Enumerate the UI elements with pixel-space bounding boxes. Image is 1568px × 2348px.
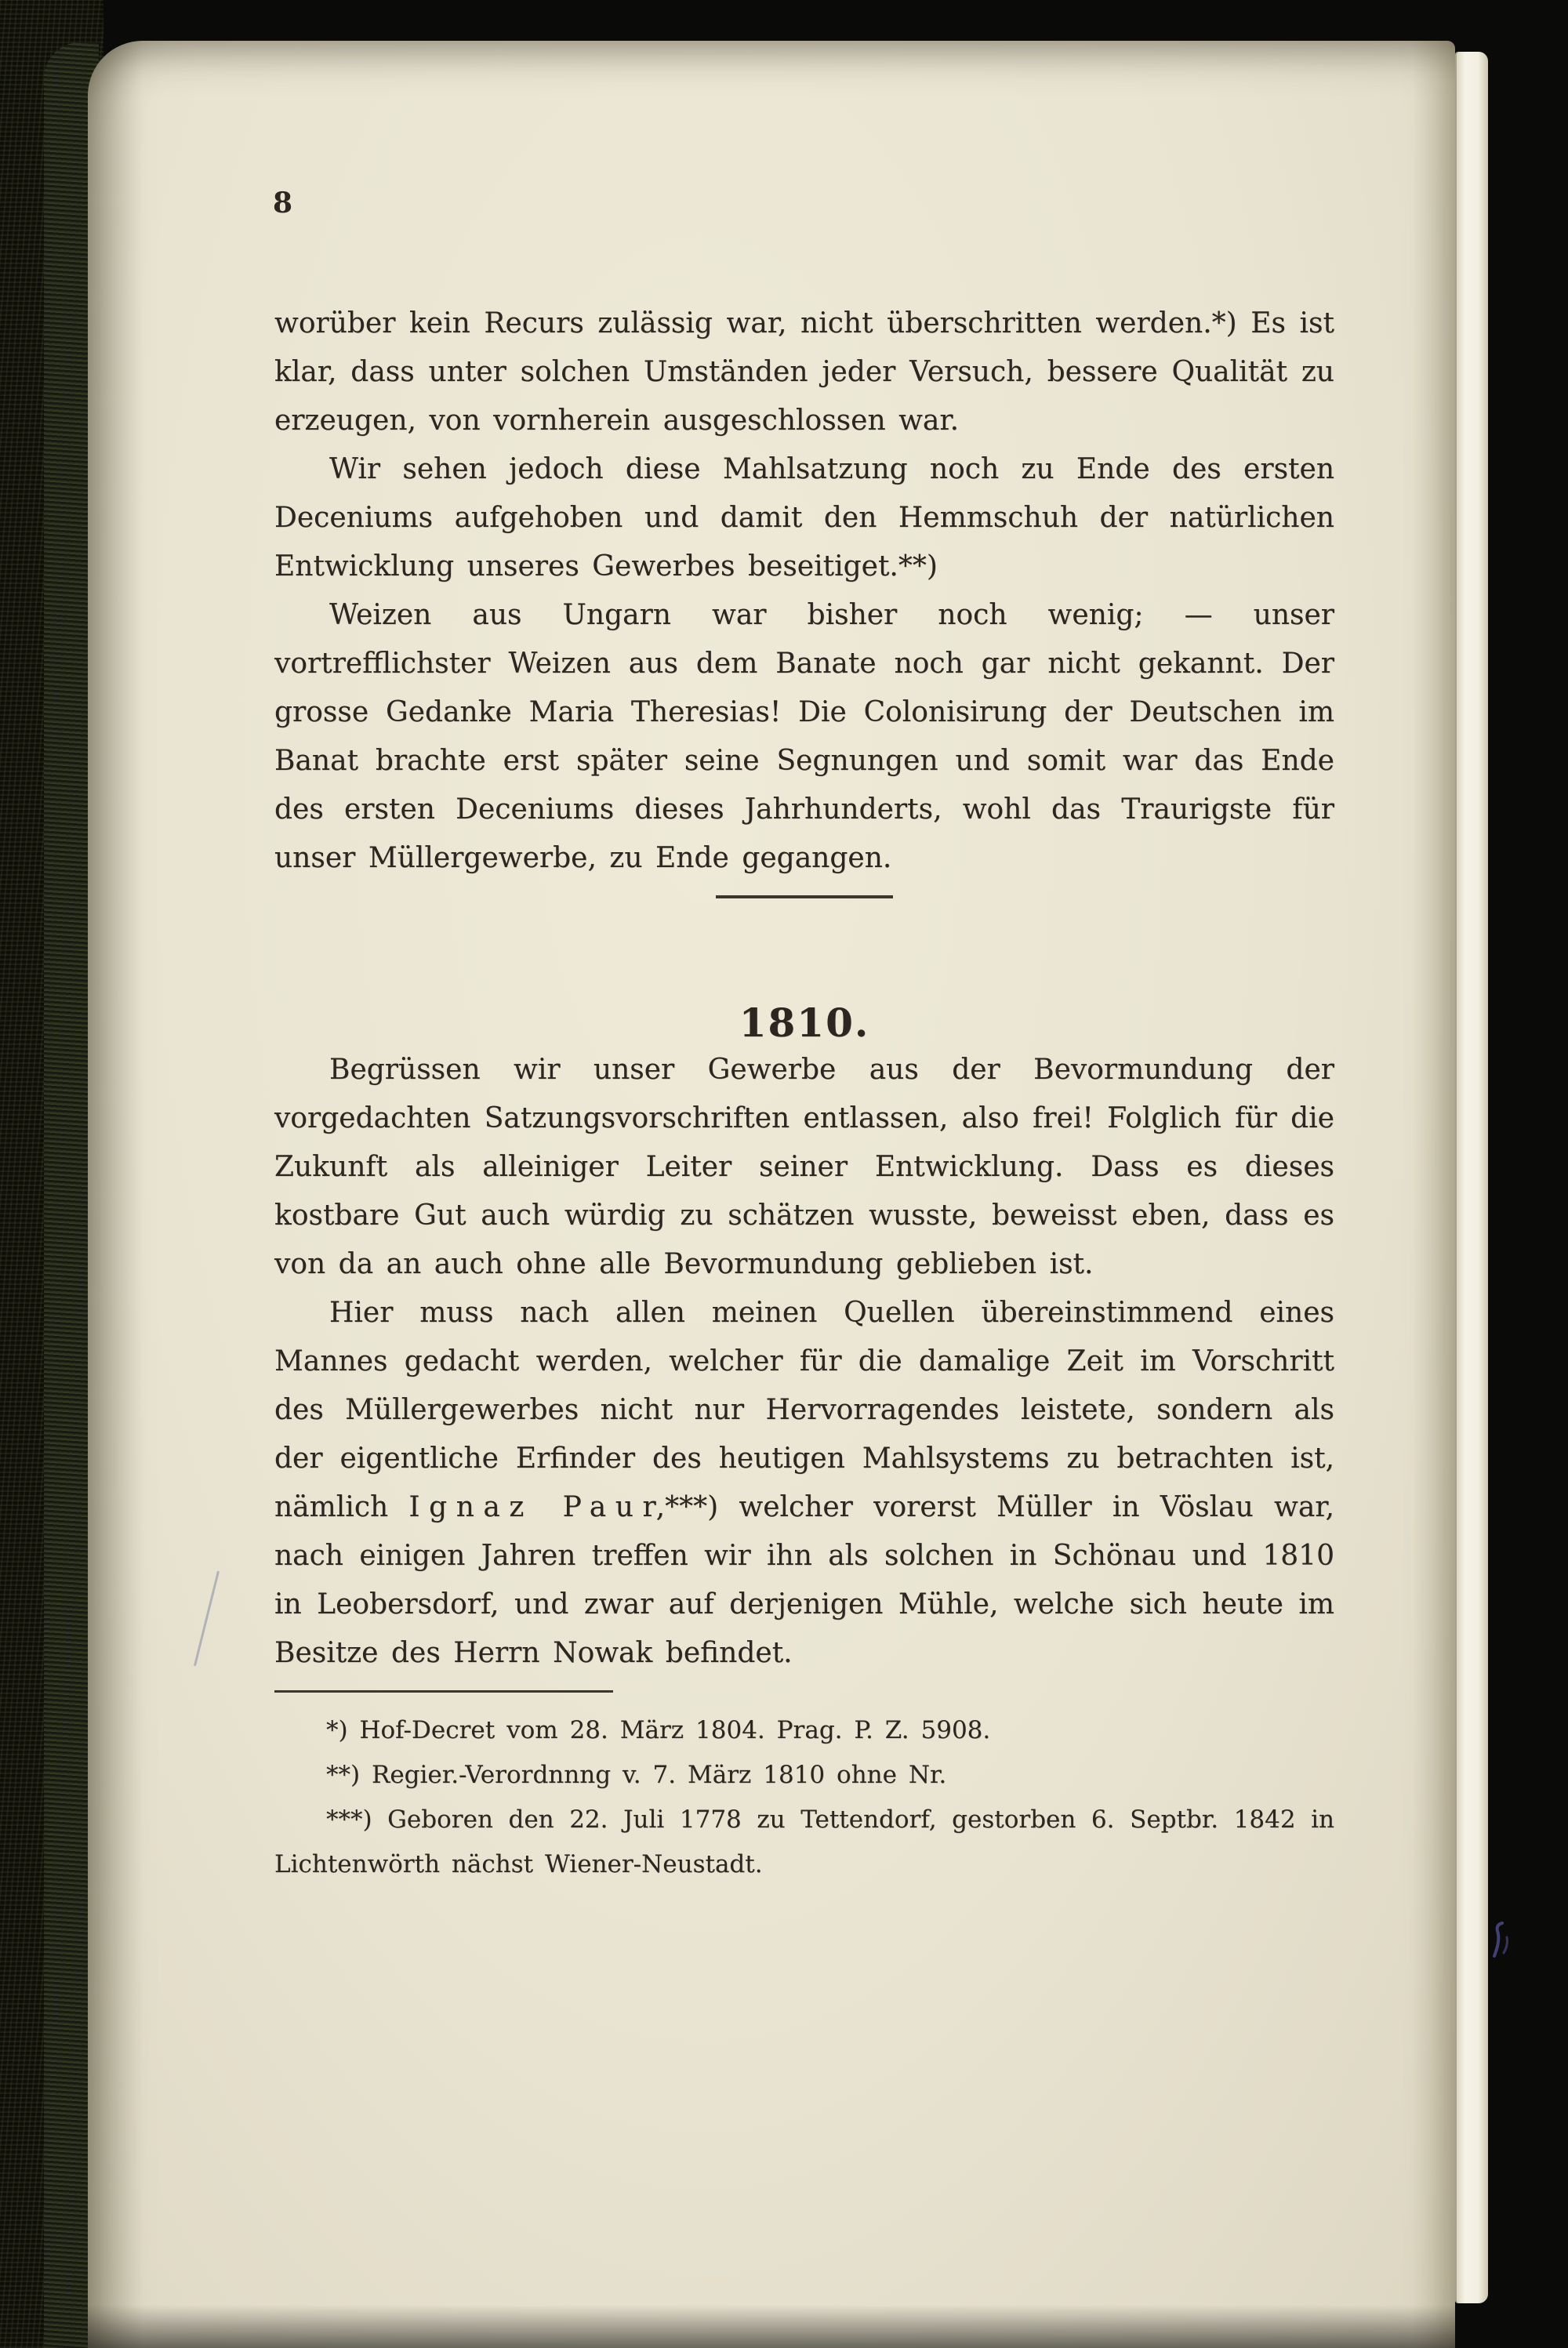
- footnote: *) Hof-Decret vom 28. März 1804. Prag. P. Z. 5908.: [326, 1716, 991, 1744]
- footnote-rule: [274, 1690, 613, 1693]
- section-heading: 1810.: [739, 1000, 870, 1046]
- body-paragraph: Wir sehen jedoch diese Mahlsatzung noch zu Ende des ersten Deceniums aufgehoben und damit den Hemmschuh der natürlichen Entwicklung unseres Gewerbes beseitiget.**): [274, 453, 1334, 582]
- footnotes: [274, 1708, 1334, 1887]
- body-paragraph: worüber kein Recurs zulässig war, nicht überschritten werden.*) Es ist klar, dass unter solchen Umständen jeder Versuch, bessere Qualität zu erzeugen, von vornherein ausgeschlossen war.: [274, 307, 1334, 437]
- page-number: 8: [273, 187, 294, 220]
- footnote: ***) Geboren den 22. Juli 1778 zu Tettendorf, gestorben 6. Septbr. 1842 in Lichtenwörth nächst Wiener-Neustadt.: [274, 1805, 1334, 1878]
- pencil-mark: [194, 1570, 220, 1666]
- next-page-edge: [1455, 52, 1488, 2303]
- bottom-shadow: [88, 2305, 1455, 2348]
- person-name-letterspaced: Ignaz Paur: [408, 1491, 666, 1523]
- paragraph-text: ,***) welcher vorerst Müller in Vöslau war, nach einigen Jahren treffen wir ihn als solchen in Schönau und 1810 in Leobersdorf, und zwar auf derjenigen Mühle, welche sich heute im Besitze des Herrn Nowak befindet.: [274, 1491, 1334, 1669]
- section-divider: [716, 895, 893, 898]
- book-page: [88, 41, 1455, 2348]
- body-paragraph: [274, 1289, 1334, 1678]
- text-block: [274, 299, 1334, 1887]
- body-paragraph: Begrüssen wir unser Gewerbe aus der Bevormundung der vorgedachten Satzungsvorschriften entlassen, also frei! Folglich für die Zukunft als alleiniger Leiter seiner Entwicklung. Dass es dieses kostbare Gut auch würdig zu schätzen wusste, beweisst eben, dass es von da an auch ohne alle Bevormundung geblieben ist.: [274, 1054, 1334, 1280]
- body-paragraph: Weizen aus Ungarn war bisher noch wenig; — unser vortrefflichster Weizen aus dem Banate noch gar nicht gekannt. Der grosse Gedanke Maria Theresias! Die Colonisirung der Deutschen im Banat brachte erst später seine Segnungen und somit war das Ende des ersten Deceniums dieses Jahrhunderts, wohl das Traurigste für unser Müllergewerbe, zu Ende gegangen.: [274, 599, 1334, 874]
- footnote: **) Regier.-Verordnnng v. 7. März 1810 ohne Nr.: [326, 1761, 947, 1789]
- paragraph-text: Hier muss nach allen meinen Quellen übereinstimmend eines Mannes gedacht werden, welcher für die damalige Zeit im Vorschritt des Müllergewerbes nicht nur Hervorragendes leistete, sondern als der eigentliche Erfinder des heutigen Mahlsystems zu betrachten ist, nämlich: [274, 1297, 1334, 1523]
- ink-mark: [1490, 1917, 1521, 1964]
